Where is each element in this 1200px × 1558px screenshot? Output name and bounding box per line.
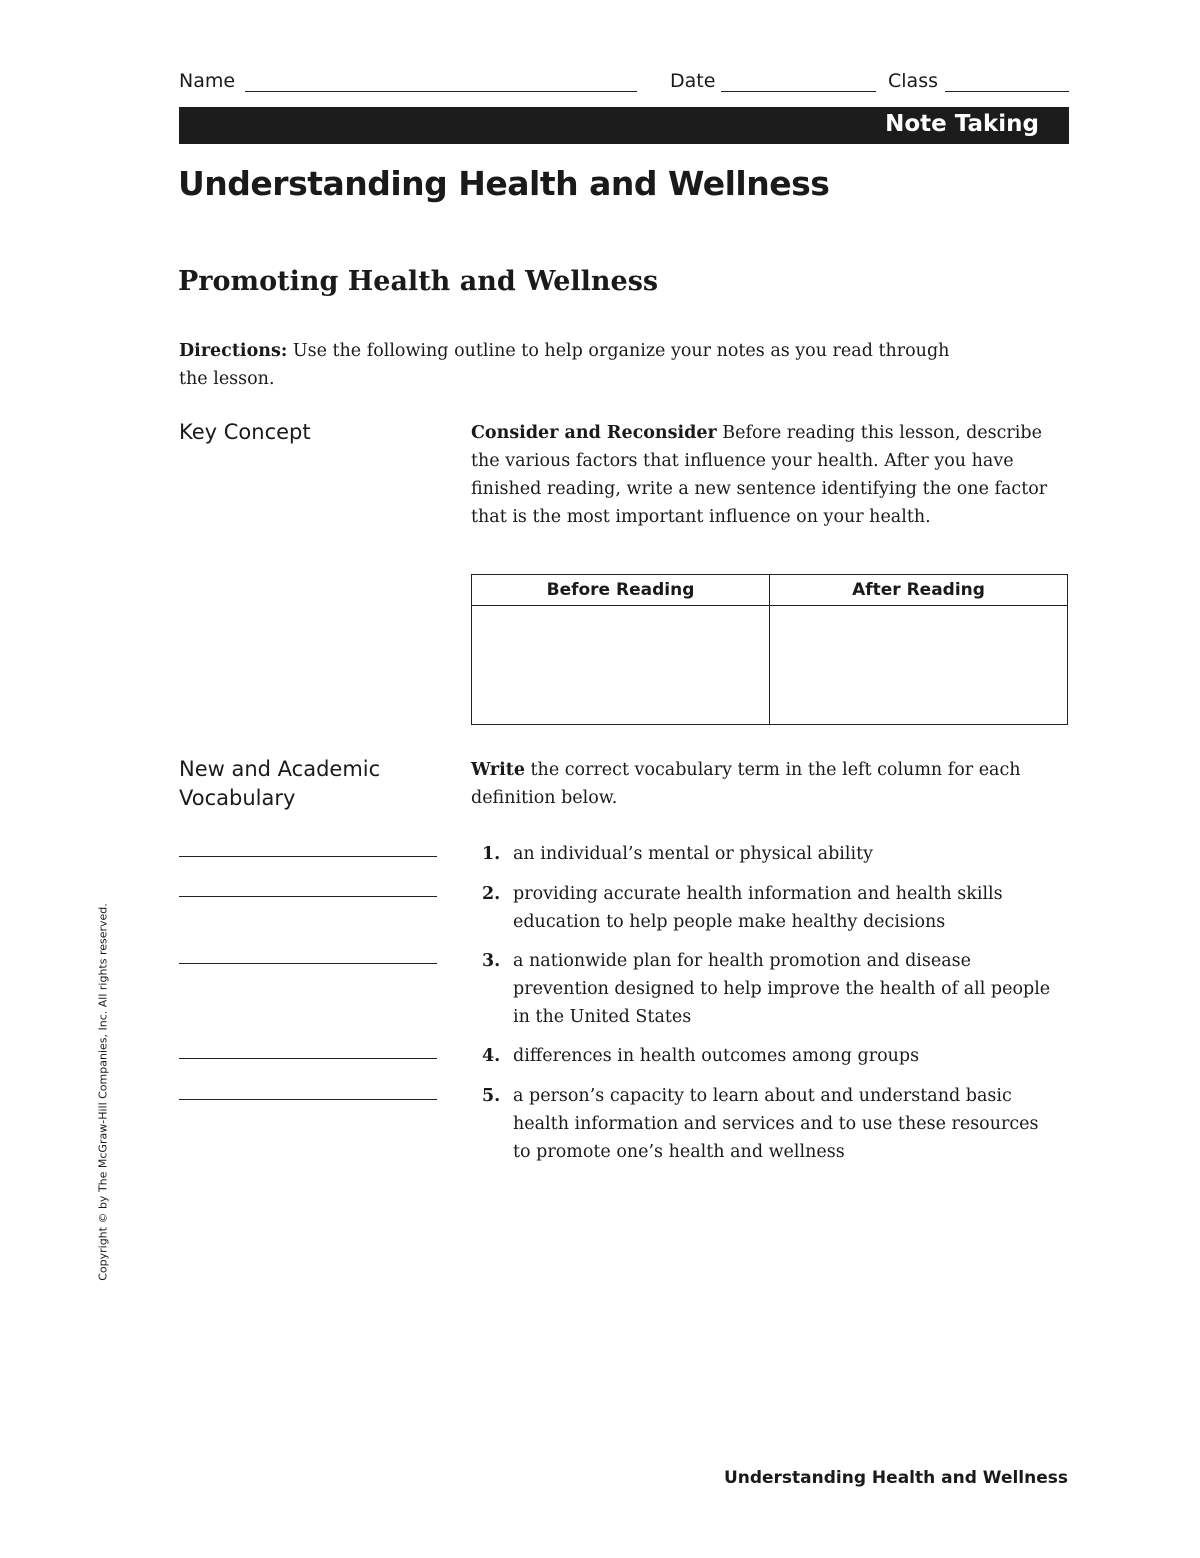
- before-reading-header: Before Reading: [472, 575, 769, 606]
- after-reading-cell[interactable]: [770, 607, 1067, 724]
- definition-number: 5.: [482, 1086, 501, 1106]
- after-reading-column: [770, 575, 1067, 724]
- name-field[interactable]: [245, 91, 637, 92]
- consider-lead: Consider and Reconsider: [471, 423, 717, 443]
- lesson-subtitle: Promoting Health and Wellness: [178, 266, 659, 297]
- date-label: Date: [670, 70, 716, 92]
- answer-line-2[interactable]: [179, 896, 437, 897]
- directions-text: Use the following outline to help organize your notes as you read through the lesson.: [179, 341, 950, 389]
- date-field[interactable]: [721, 91, 876, 92]
- student-info-header: [179, 70, 1069, 96]
- definition-number: 1.: [482, 844, 501, 864]
- definition-item-3: [482, 947, 1052, 1031]
- after-reading-header: After Reading: [770, 575, 1067, 606]
- reading-table: [471, 574, 1068, 725]
- directions: [179, 337, 959, 393]
- before-reading-cell[interactable]: [472, 607, 769, 724]
- name-label: Name: [179, 70, 236, 92]
- vocabulary-text: the correct vocabulary term in the left column for each definition below.: [471, 760, 1021, 808]
- definition-text: differences in health outcomes among groups: [513, 1046, 920, 1066]
- definition-number: 3.: [482, 951, 501, 971]
- definition-item-5: [482, 1082, 1052, 1166]
- definition-item-1: [482, 840, 1052, 868]
- answer-line-5[interactable]: [179, 1099, 437, 1100]
- definition-number: 2.: [482, 884, 501, 904]
- vocabulary-lead: Write: [471, 760, 525, 780]
- consider-text: Before reading this lesson, describe the various factors that influence your health. After you have finished reading, write a new sentence identifying the one factor that is the most important influence on your health.: [471, 423, 1048, 527]
- definition-item-4: [482, 1042, 1052, 1070]
- directions-label: Directions:: [179, 341, 288, 361]
- definition-text: an individual’s mental or physical ability: [513, 844, 874, 864]
- definition-text: a nationwide plan for health promotion and disease prevention designed to help improve the health of all people in the United States: [513, 951, 1051, 1027]
- answer-line-1[interactable]: [179, 856, 437, 857]
- definition-text: providing accurate health information and health skills education to help people make healthy decisions: [513, 884, 1003, 932]
- class-label: Class: [888, 70, 938, 92]
- copyright-notice: Copyright © by The McGraw-Hill Companies, Inc. All rights reserved.: [96, 903, 110, 1281]
- class-field[interactable]: [945, 91, 1069, 92]
- key-concept-label: Key Concept: [179, 420, 311, 444]
- definition-number: 4.: [482, 1046, 501, 1066]
- page-title: Understanding Health and Wellness: [178, 164, 830, 203]
- consider-instructions: [471, 419, 1071, 531]
- page-footer: Understanding Health and Wellness: [723, 1468, 1068, 1488]
- definition-text: a person’s capacity to learn about and understand basic health information and services and to use these resources to promote one’s health and wellness: [513, 1086, 1039, 1162]
- banner-label: Note Taking: [885, 111, 1039, 137]
- vocabulary-instructions: [471, 756, 1071, 812]
- answer-line-3[interactable]: [179, 963, 437, 964]
- answer-line-4[interactable]: [179, 1058, 437, 1059]
- vocabulary-label: New and Academic Vocabulary: [179, 757, 381, 810]
- definition-item-2: [482, 880, 1052, 936]
- before-reading-column: [472, 575, 769, 724]
- section-banner: [179, 107, 1069, 144]
